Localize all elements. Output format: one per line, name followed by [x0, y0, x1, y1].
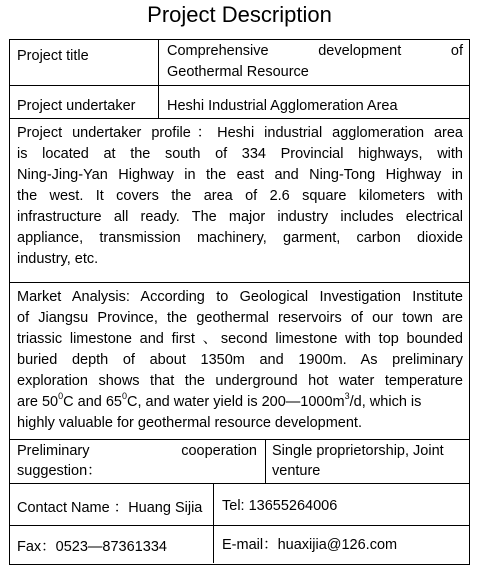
cooperation-value-line2: venture: [272, 463, 321, 479]
market-line: Market Analysis: According to Geological Investigation Institute: [17, 289, 463, 305]
page-title: Project Description: [147, 2, 332, 27]
cooperation-value-line1: Single proprietorship, Joint: [272, 443, 444, 459]
cooperation-label-line1: Preliminary cooperation: [17, 443, 257, 459]
market-line: buried depth of about 1350m and 1900m. As preliminary: [17, 352, 463, 368]
profile-line: Project undertaker profile：Heshi industrial agglomeration area: [17, 125, 463, 141]
project-title-value-line2: Geothermal Resource: [167, 64, 309, 80]
cooperation-label-line2: suggestion：: [17, 463, 102, 479]
market-temperature-text: are $50^0C$ and $65^0C$, and water yield is $200—1000m^3/d$, which is: [17, 391, 422, 410]
contact-fax: Fax：0523—87361334: [17, 539, 167, 555]
profile-line: appliance, transmission machinery, garment, carbon dioxide: [17, 230, 463, 246]
row-divider: [9, 282, 469, 283]
column-divider: [265, 439, 266, 483]
row-divider: [9, 525, 469, 526]
row-divider: [9, 483, 469, 484]
profile-line: infrastructure all ready. The major industry includes electrical: [17, 209, 463, 225]
profile-line: the west. It covers the area of 2.6 square kilometers with: [17, 188, 463, 204]
profile-line: industry, etc.: [17, 251, 99, 267]
project-undertaker-label: Project undertaker: [17, 98, 136, 114]
contact-tel: Tel: 13655264006: [222, 498, 338, 514]
column-divider: [158, 39, 159, 118]
market-analysis: [17, 287, 463, 434]
profile-line: Ning-Jing-Yan Highway in the east and Ning-Tong Highway in: [17, 167, 463, 183]
contact-name: Contact Name ：Huang Sijia: [17, 500, 203, 516]
contact-email: E-mail：huaxijia@126.com: [222, 537, 398, 553]
project-undertaker-value: Heshi Industrial Agglomeration Area: [167, 98, 398, 114]
profile-line: is located at the south of 334 Provincial highways, with: [17, 146, 463, 162]
market-line: highly valuable for geothermal resource development.: [17, 415, 362, 431]
market-line: triassic limestone and first 、second limestone with top bounded: [17, 331, 463, 347]
project-title-label: Project title: [17, 48, 89, 64]
column-divider: [213, 483, 214, 563]
row-divider: [9, 118, 469, 119]
row-divider: [9, 85, 469, 86]
market-line: [17, 392, 463, 413]
market-line: of Jiangsu Province, the geothermal reservoirs of our town are: [17, 310, 463, 326]
undertaker-profile: [17, 123, 463, 270]
row-divider: [9, 439, 469, 440]
project-title-value-line1: Comprehensive development of: [167, 43, 463, 59]
market-line: exploration shows that the underground hot water temperature: [17, 373, 463, 389]
